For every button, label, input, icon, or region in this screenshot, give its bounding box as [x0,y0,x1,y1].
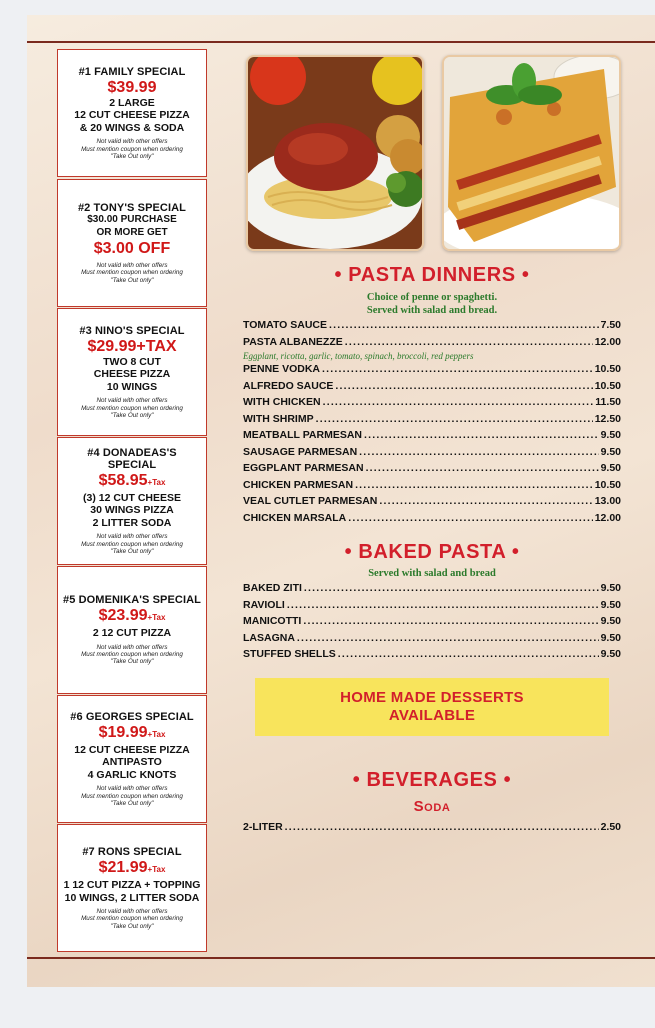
fine-line: Must mention coupon when ordering [81,269,183,277]
pasta-subtitle-line: Choice of penne or spaghetti. [366,292,498,303]
coupon-price-value: $19.99 [98,723,148,741]
coupon-title: #6 GEORGES SPECIAL [70,710,194,723]
menu-item-name: CHICKEN PARMESAN [243,478,354,491]
menu-item-row [243,479,621,496]
menu-item-row [243,495,621,512]
beverages-list [243,821,621,838]
coupon-line: 2 LARGE [109,96,155,109]
fine-line: Must mention coupon when ordering [81,915,183,923]
leader-dots [297,632,599,644]
fine-line: Must mention coupon when ordering [81,651,183,659]
menu-item-price: 9.50 [600,598,621,611]
fine-line: Not valid with other offers [96,138,168,146]
menu-item-name: LASAGNA [243,631,295,644]
fine-line: "Take Out only" [110,547,154,555]
menu-item-name: RAVIOLI [243,598,285,611]
coupon-title: #3 NINO'S SPECIAL [79,324,185,337]
menu-item-price: 10.50 [594,379,621,392]
spaghetti-photo [246,55,424,251]
menu-item-name: STUFFED SHELLS [243,648,336,660]
coupon-card [57,49,207,177]
coupon-price-value: $39.99 [107,78,157,96]
beverages-title: • BEVERAGES • [352,769,512,791]
leader-dots [366,462,599,474]
menu-item-row [243,319,621,336]
fine-line: "Take Out only" [110,799,154,807]
menu-item-price: 11.50 [595,396,621,408]
pasta-dinners-subtitle [243,292,621,317]
coupon-card [57,695,207,823]
coupon-price [99,723,166,744]
coupon-price [87,337,176,356]
coupon-title: #2 TONY'S SPECIAL [77,202,187,215]
coupon-price-value: $3.00 OFF [93,240,171,258]
pasta-subtitle-line: Served with salad and bread. [366,304,498,316]
leader-dots [364,429,599,441]
baked-pasta-title: • BAKED PASTA • [344,541,520,563]
menu-item-row [243,599,621,616]
coupon-line: 12 CUT CHEESE PIZZA [74,743,190,756]
menu-item-price: 10.50 [594,363,621,375]
menu-item-price: 12.00 [594,511,621,524]
coupon-line: TWO 8 CUT [103,355,161,368]
menu-item-price: 9.50 [600,615,621,627]
coupon-line: ANTIPASTO [102,756,162,769]
leader-dots [329,319,599,331]
menu-item-row [243,582,621,599]
menu-page [27,15,655,987]
menu-item-name: TOMATO SAUCE [243,319,328,331]
menu-item-row [243,648,621,665]
menu-item-row [243,615,621,632]
coupon-fine-print [81,262,183,284]
coupon-line: 12 CUT CHEESE PIZZA [74,109,190,122]
menu-item-name: ALFREDO SAUCE [243,379,334,392]
coupon-card [57,308,207,436]
coupon-title: #5 DOMENIKA'S SPECIAL [63,594,201,607]
fine-line: Not valid with other offers [96,785,168,793]
top-divider [27,41,655,43]
menu-item-name: SAUSAGE PARMESAN [243,445,358,458]
pasta-dinners-title: • PASTA DINNERS • [334,264,530,286]
coupon-line: 10 WINGS [106,380,158,393]
menu-item-price: 10.50 [594,478,621,491]
menu-item-row [243,462,621,479]
menu-item-row [243,396,621,413]
leader-dots [323,396,594,408]
leader-dots [335,380,592,392]
coupon-price [108,78,157,97]
menu-item-price: 12.00 [594,335,621,348]
menu-item-row [243,336,621,353]
fine-line: Not valid with other offers [96,262,168,270]
fine-line: Must mention coupon when ordering [81,404,183,412]
coupon-title: #1 FAMILY SPECIAL [78,65,186,78]
menu-item-row [243,429,621,446]
fine-line: Not valid with other offers [96,643,168,651]
coupon-fine-print [81,397,183,419]
menu-item-price: 9.50 [600,429,621,441]
coupon-line: OR MORE GET [96,226,168,238]
coupon-line: 2 LITTER SODA [92,516,172,529]
menu-item-name: EGGPLANT PARMESAN [243,462,364,474]
leader-dots [345,336,593,348]
coupon-price-tax: +Tax [147,477,166,487]
fine-line: Must mention coupon when ordering [81,792,183,800]
menu-item-price: 9.50 [600,582,621,594]
coupon-title: #4 DONADEAS'S SPECIAL [87,446,177,471]
menu-item-row [243,512,621,529]
fine-line: "Take Out only" [110,152,154,160]
menu-item-name: VEAL CUTLET PARMESAN [243,495,378,507]
fine-line: "Take Out only" [110,411,154,419]
fine-line: Not valid with other offers [96,533,168,541]
baked-pasta-list [243,582,621,665]
coupon-card [57,566,207,694]
menu-item-row [243,446,621,463]
coupon-card [57,437,207,565]
coupon-price-value: $29.99+TAX [87,337,177,355]
coupon-price [99,471,166,492]
leader-dots [355,479,593,491]
leader-dots [379,495,592,507]
coupon-fine-print [81,644,183,666]
fine-line: Not valid with other offers [96,397,168,405]
coupon-line: 2 12 CUT PIZZA [92,627,172,640]
leader-dots [303,615,598,627]
desserts-banner [255,678,609,736]
menu-item-price: 2.50 [600,821,621,833]
fine-line: Must mention coupon when ordering [81,145,183,153]
menu-item-row [243,821,621,838]
coupon-title: #7 RONS SPECIAL [82,846,182,859]
coupon-price-tax: +Tax [147,865,166,875]
leader-dots [287,599,599,611]
fine-line: "Take Out only" [110,658,154,666]
coupon-price-tax: +Tax [147,613,166,623]
coupon-line: 1 12 CUT PIZZA + TOPPING [63,879,201,892]
coupon-line: 4 GARLIC KNOTS [87,768,177,781]
menu-item-name: PASTA ALBANEZZE [243,335,343,348]
lasagna-photo [442,55,621,251]
coupon-fine-print [81,533,183,555]
coupon-line: (3) 12 CUT CHEESE [82,491,182,504]
fine-line: Not valid with other offers [96,908,168,916]
coupon-line: $30.00 PURCHASE [87,214,177,226]
menu-item-row [243,380,621,397]
leader-dots [359,446,598,458]
coupon-card [57,179,207,307]
menu-item-price: 9.50 [600,648,621,660]
pasta-dinners-list [243,319,621,528]
coupon-line: 30 WINGS PIZZA [90,504,174,517]
baked-pasta-subtitle: Served with salad and bread [368,568,496,579]
coupon-fine-print [81,908,183,930]
menu-item-name: MANICOTTI [243,615,302,627]
leader-dots [285,821,599,833]
menu-item-row [243,363,621,380]
coupon-price-value: $21.99 [98,859,148,877]
menu-item-price: 7.50 [600,319,621,331]
menu-item-name: WITH CHICKEN [243,396,321,408]
fine-line: "Take Out only" [110,922,154,930]
menu-item-note: Eggplant, ricotta, garlic, tomato, spinach, broccoli, red peppers [243,351,474,361]
coupon-fine-print [81,785,183,807]
menu-item-name: CHICKEN MARSALA [243,511,347,524]
menu-item-price: 12.50 [594,412,621,425]
fine-line: Must mention coupon when ordering [81,540,183,548]
menu-item-name: 2-LITER [243,821,283,833]
fine-line: "Take Out only" [110,276,154,284]
leader-dots [322,363,593,375]
coupon-line: 10 WINGS, 2 LITTER SODA [64,891,200,904]
menu-item-name: MEATBALL PARMESAN [243,429,362,441]
beverages-subtitle: Soda [413,798,451,815]
coupon-price-tax: +Tax [147,729,166,739]
coupon-price [99,858,166,879]
menu-item-price: 9.50 [600,445,621,458]
leader-dots [338,648,599,660]
coupon-price [94,239,170,258]
leader-dots [316,413,593,425]
menu-item-price: 9.50 [600,462,621,474]
desserts-line: AVAILABLE [388,707,476,724]
coupon-price-value: $58.95 [98,471,148,489]
coupon-card [57,824,207,952]
leader-dots [304,582,599,594]
menu-item-price: 13.00 [594,495,621,507]
coupon-price-value: $23.99 [98,607,148,625]
coupon-line: & 20 WINGS & SODA [79,121,185,134]
menu-item-name: BAKED ZITI [243,582,302,594]
menu-item-row [243,632,621,649]
bottom-divider [27,957,655,959]
coupon-line: CHEESE PIZZA [93,368,171,381]
menu-item-name: WITH SHRIMP [243,412,314,425]
menu-item-name: PENNE VODKA [243,363,321,375]
menu-item-row [243,413,621,430]
leader-dots [348,512,592,524]
coupon-fine-print [81,138,183,160]
menu-item-price: 9.50 [600,631,621,644]
coupon-price [99,606,166,627]
desserts-line: HOME MADE DESSERTS [340,689,524,706]
